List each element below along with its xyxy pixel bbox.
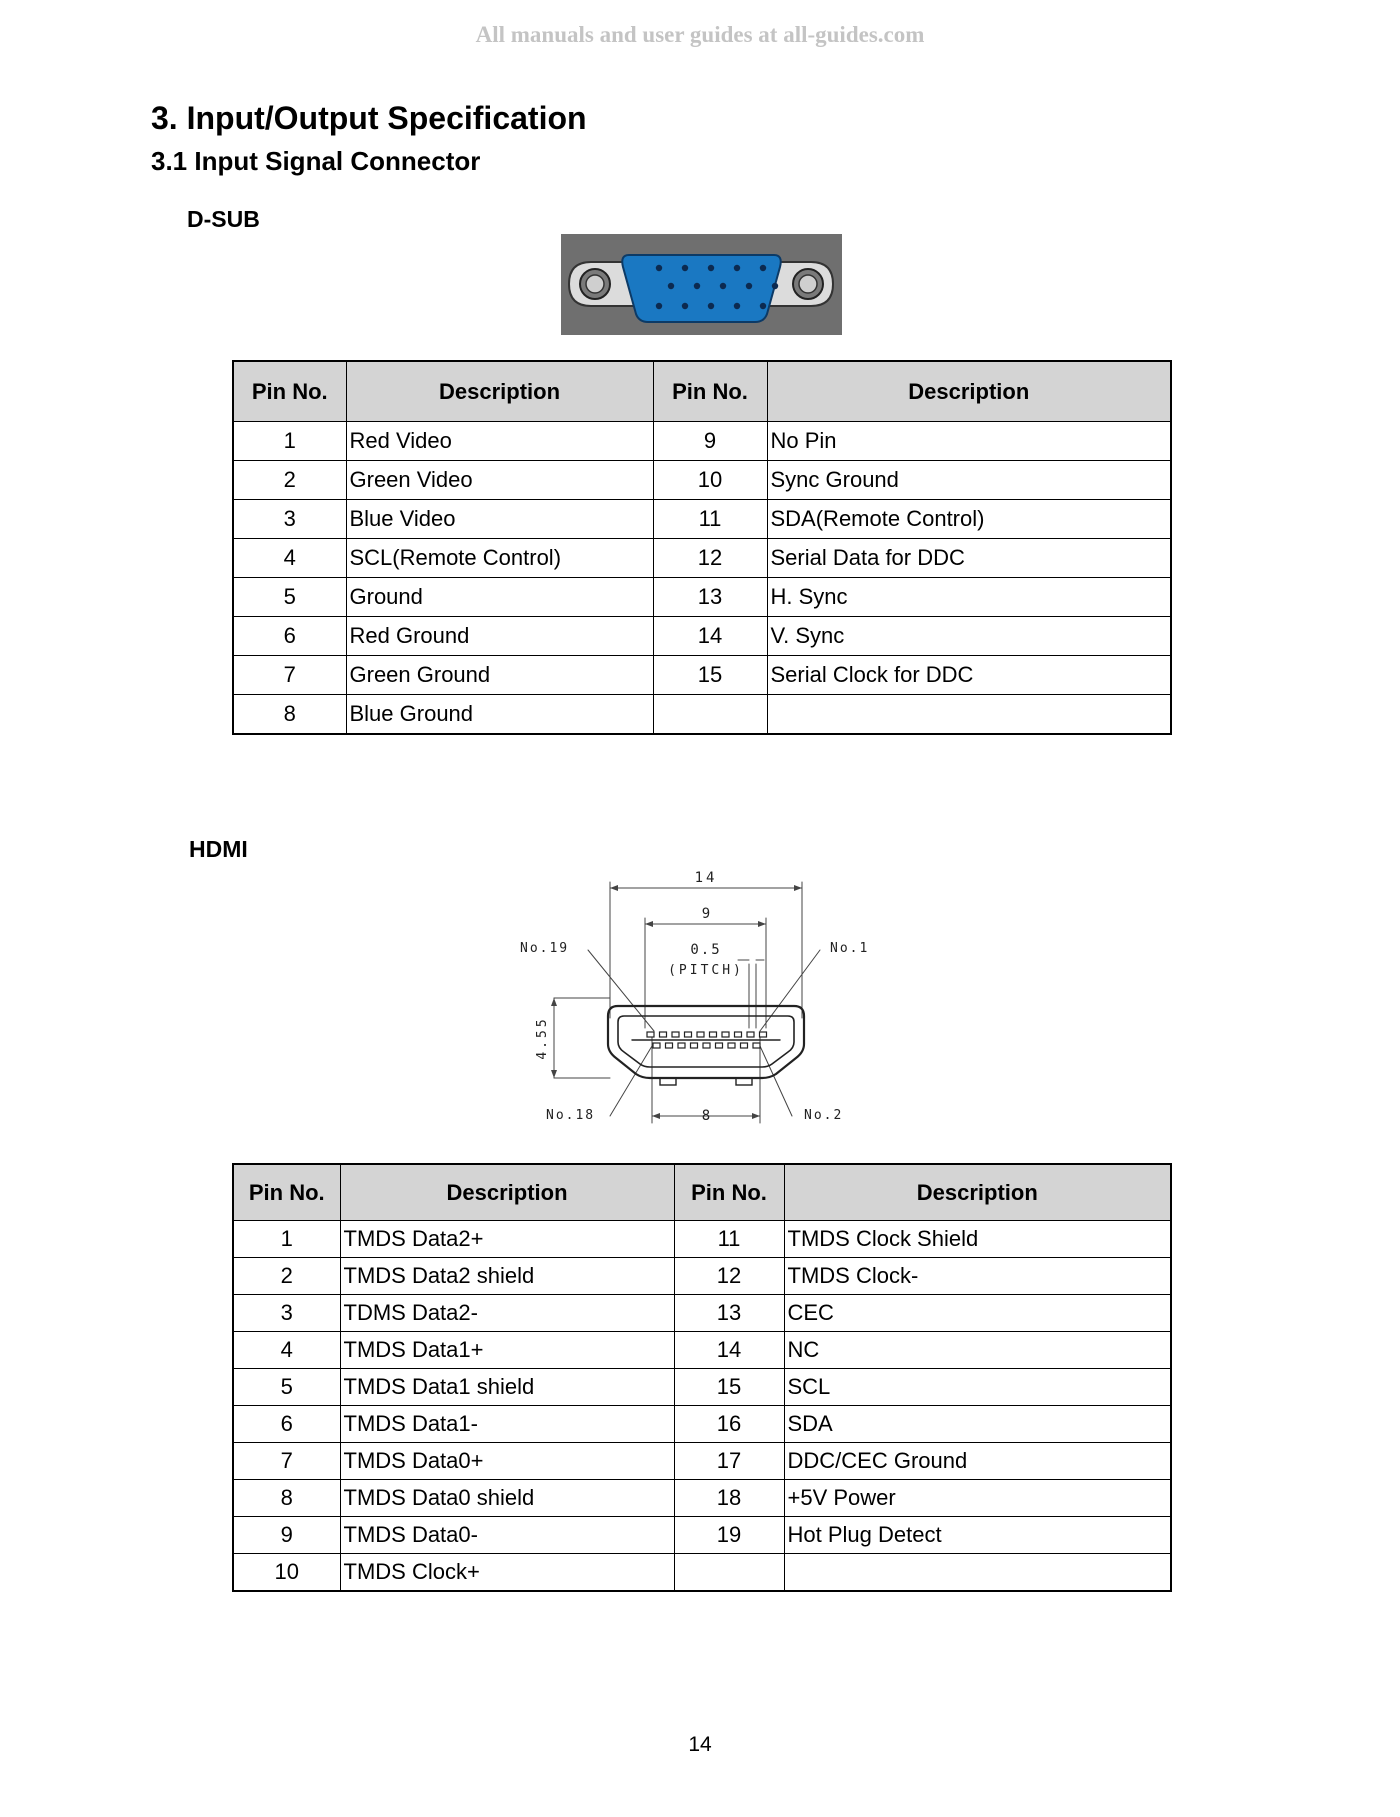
pin-description: SCL(Remote Control): [346, 539, 653, 578]
pin-description: TMDS Clock+: [340, 1554, 674, 1592]
table-row: [233, 617, 1171, 656]
table-header-row: [233, 1164, 1171, 1221]
table-row: [233, 1295, 1171, 1332]
dsub-pin-dot: [682, 265, 688, 271]
hdmi-dim-pitch: 0.5: [690, 942, 722, 958]
pin-description: TMDS Clock-: [784, 1258, 1171, 1295]
hdmi-pin-contact: [647, 1032, 654, 1037]
pin-description: [767, 695, 1171, 735]
hdmi-pin-contact: [653, 1043, 660, 1048]
table-row: [233, 1369, 1171, 1406]
table-row: [233, 656, 1171, 695]
pin-description: +5V Power: [784, 1480, 1171, 1517]
hdmi-diagram: [520, 868, 890, 1133]
dsub-pin-dot: [708, 265, 714, 271]
table-row: [233, 1221, 1171, 1258]
dsub-connector-icon: [561, 234, 842, 335]
pin-number: 7: [233, 656, 346, 695]
dsub-pin-dot: [720, 283, 726, 289]
dsub-label: D-SUB: [187, 206, 260, 232]
hdmi-pin-contact: [660, 1032, 667, 1037]
hdmi-pin-1-label: No.1: [830, 941, 870, 956]
dsub-pin-dot: [668, 283, 674, 289]
pin-number: 3: [233, 500, 346, 539]
pin-description: V. Sync: [767, 617, 1171, 656]
pin-number: 4: [233, 1332, 340, 1369]
table-row: [233, 1554, 1171, 1592]
pin-number: [674, 1554, 784, 1592]
hdmi-label: HDMI: [189, 836, 248, 862]
pin-description: Serial Clock for DDC: [767, 656, 1171, 695]
pin-number: 5: [233, 578, 346, 617]
pin-number: 1: [233, 422, 346, 461]
hdmi-pin-contact: [672, 1032, 679, 1037]
column-header-description: Description: [784, 1164, 1171, 1221]
section-title: 3.1 Input Signal Connector: [151, 146, 481, 176]
pin-description: Red Ground: [346, 617, 653, 656]
pin-description: DDC/CEC Ground: [784, 1443, 1171, 1480]
column-header-description: Description: [340, 1164, 674, 1221]
dsub-pin-dot: [772, 283, 778, 289]
dsub-pin-dot: [694, 283, 700, 289]
hdmi-pin-contact: [760, 1032, 767, 1037]
dsub-pin-dot: [682, 303, 688, 309]
pin-description: Hot Plug Detect: [784, 1517, 1171, 1554]
table-header-row: [233, 361, 1171, 422]
pin-number: 9: [653, 422, 767, 461]
hdmi-pin-contact: [716, 1043, 723, 1048]
hdmi-pin-contact: [741, 1043, 748, 1048]
pin-description: TDMS Data2-: [340, 1295, 674, 1332]
column-header-description: Description: [346, 361, 653, 422]
hdmi-pin-2-label: No.2: [804, 1108, 844, 1123]
pin-number: 2: [233, 461, 346, 500]
pin-description: Blue Video: [346, 500, 653, 539]
pin-description: Blue Ground: [346, 695, 653, 735]
pin-description: TMDS Data1 shield: [340, 1369, 674, 1406]
pin-description: TMDS Data1+: [340, 1332, 674, 1369]
pin-description: SCL: [784, 1369, 1171, 1406]
hdmi-pin-contact: [685, 1032, 692, 1037]
table-row: [233, 539, 1171, 578]
pin-number: 3: [233, 1295, 340, 1332]
pin-description: TMDS Data1-: [340, 1406, 674, 1443]
pin-number: 13: [653, 578, 767, 617]
pin-number: 13: [674, 1295, 784, 1332]
pin-description: SDA(Remote Control): [767, 500, 1171, 539]
pin-description: Ground: [346, 578, 653, 617]
pin-description: H. Sync: [767, 578, 1171, 617]
pin-description: Serial Data for DDC: [767, 539, 1171, 578]
pin-description: TMDS Data2 shield: [340, 1258, 674, 1295]
pin-number: 14: [653, 617, 767, 656]
page-title: 3. Input/Output Specification: [151, 100, 587, 136]
pin-description: TMDS Data2+: [340, 1221, 674, 1258]
pin-description: TMDS Data0 shield: [340, 1480, 674, 1517]
pin-description: Sync Ground: [767, 461, 1171, 500]
dsub-pin-table: [232, 360, 1172, 735]
dsub-pin-dot: [708, 303, 714, 309]
pin-number: 18: [674, 1480, 784, 1517]
pin-description: Red Video: [346, 422, 653, 461]
pin-description: TMDS Data0-: [340, 1517, 674, 1554]
table-row: [233, 1480, 1171, 1517]
table-row: [233, 1517, 1171, 1554]
column-header-pin: Pin No.: [674, 1164, 784, 1221]
pin-number: 12: [674, 1258, 784, 1295]
table-row: [233, 695, 1171, 735]
pin-number: 11: [653, 500, 767, 539]
hdmi-dim-8: 8: [701, 1108, 711, 1124]
pin-description: Green Video: [346, 461, 653, 500]
pin-number: 15: [674, 1369, 784, 1406]
hdmi-pitch-label: (PITCH): [668, 963, 744, 978]
pin-number: 6: [233, 617, 346, 656]
pin-description: TMDS Clock Shield: [784, 1221, 1171, 1258]
table-row: [233, 461, 1171, 500]
pin-description: CEC: [784, 1295, 1171, 1332]
hdmi-pin-contact: [722, 1032, 729, 1037]
column-header-pin: Pin No.: [653, 361, 767, 422]
hdmi-dim-14: 14: [694, 870, 718, 886]
pin-number: 11: [674, 1221, 784, 1258]
hdmi-pin-contact: [710, 1032, 717, 1037]
dsub-pin-dot: [760, 303, 766, 309]
column-header-pin: Pin No.: [233, 1164, 340, 1221]
hdmi-pin-19-label: No.19: [520, 941, 570, 956]
pin-number: 8: [233, 695, 346, 735]
pin-number: 17: [674, 1443, 784, 1480]
pin-number: 5: [233, 1369, 340, 1406]
pin-number: 8: [233, 1480, 340, 1517]
table-row: [233, 1258, 1171, 1295]
pin-number: 19: [674, 1517, 784, 1554]
dsub-pin-dot: [734, 303, 740, 309]
pin-number: 7: [233, 1443, 340, 1480]
hdmi-pin-contact: [678, 1043, 685, 1048]
table-row: [233, 578, 1171, 617]
hdmi-pin-contact: [697, 1032, 704, 1037]
dsub-pin-dot: [656, 303, 662, 309]
dsub-pin-dot: [760, 265, 766, 271]
pin-number: 16: [674, 1406, 784, 1443]
dsub-pin-dot: [734, 265, 740, 271]
hdmi-dim-9: 9: [701, 906, 711, 922]
pin-number: 10: [653, 461, 767, 500]
hdmi-pin-contact: [753, 1043, 760, 1048]
table-row: [233, 422, 1171, 461]
pin-description: Green Ground: [346, 656, 653, 695]
pin-description: [784, 1554, 1171, 1592]
pin-description: SDA: [784, 1406, 1171, 1443]
pin-number: 14: [674, 1332, 784, 1369]
pin-number: 4: [233, 539, 346, 578]
hdmi-pin-18-label: No.18: [546, 1108, 596, 1123]
hdmi-pin-contact: [735, 1032, 742, 1037]
table-row: [233, 1406, 1171, 1443]
table-row: [233, 1332, 1171, 1369]
pin-number: 12: [653, 539, 767, 578]
pin-description: NC: [784, 1332, 1171, 1369]
hdmi-pin-contact: [728, 1043, 735, 1048]
watermark: All manuals and user guides at all-guides.com: [475, 22, 925, 47]
hdmi-pin-contact: [666, 1043, 673, 1048]
pin-number: 9: [233, 1517, 340, 1554]
column-header-description: Description: [767, 361, 1171, 422]
hdmi-pin-table: [232, 1163, 1172, 1592]
hdmi-pin-contact: [703, 1043, 710, 1048]
pin-number: 10: [233, 1554, 340, 1592]
page-number: 14: [688, 1733, 712, 1756]
pin-number: 2: [233, 1258, 340, 1295]
dsub-pin-dot: [746, 283, 752, 289]
hdmi-pin-contact: [691, 1043, 698, 1048]
pin-description: TMDS Data0+: [340, 1443, 674, 1480]
pin-number: 1: [233, 1221, 340, 1258]
pin-number: 6: [233, 1406, 340, 1443]
column-header-pin: Pin No.: [233, 361, 346, 422]
table-row: [233, 500, 1171, 539]
pin-number: 15: [653, 656, 767, 695]
pin-description: No Pin: [767, 422, 1171, 461]
pin-number: [653, 695, 767, 735]
table-row: [233, 1443, 1171, 1480]
dsub-pin-dot: [656, 265, 662, 271]
hdmi-dim-455: 4.55: [535, 1016, 550, 1060]
hdmi-pin-contact: [747, 1032, 754, 1037]
